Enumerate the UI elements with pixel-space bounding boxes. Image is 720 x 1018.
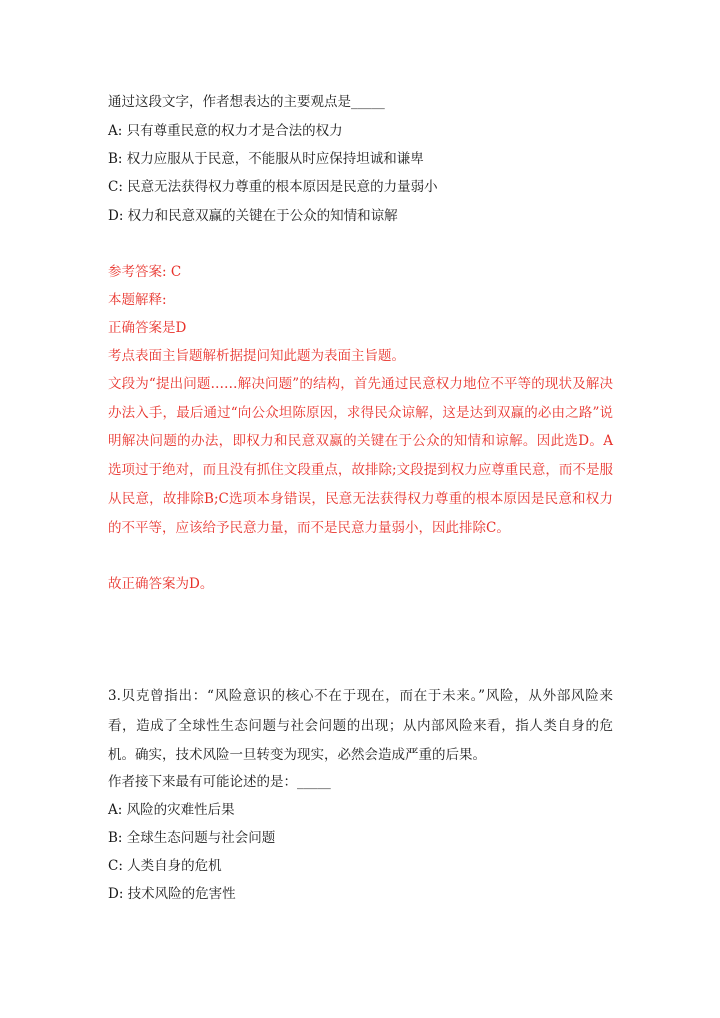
exam-point: 考点表面主旨题解析据提问知此题为表面主旨题。	[108, 348, 405, 364]
option-b: B: 权力应服从于民意，不能服从时应保持坦诚和谦卑	[108, 151, 424, 167]
analysis-paragraph: 文段为“提出问题……解决问题”的结构，首先通过民意权力地位不平等的现状及解决办法入手，最后通过“向公众坦陈原因，求得民众谅解，这是达到双赢的必由之路”说明解决问题的办法，即权力和民意双赢的关键在于公众的知情和谅解。因此选D。A选项过于绝对，而且没有抓住文段重点，故排除;文段提到权力应尊重民意，而不是服从民意，故排除B;C选项本身错误，民意无法获得权力尊重的根本原因是民意和权力的不平等，应该给予民意力量，而不是民意力量弱小，因此排除C。	[108, 376, 613, 536]
conclusion: 故正确答案为D。	[108, 576, 214, 592]
q3-option-d: D: 技术风险的危害性	[108, 886, 236, 902]
reference-answer: 参考答案: C	[108, 264, 182, 280]
question3-prompt: 作者接下来最有可能论述的是：_____	[108, 774, 331, 790]
question-stem: 通过这段文字，作者想表达的主要观点是_____	[108, 94, 385, 110]
option-a: A: 只有尊重民意的权力才是合法的权力	[108, 123, 343, 139]
option-d: D: 权力和民意双赢的关键在于公众的知情和谅解	[108, 208, 398, 224]
option-c: C: 民意无法获得权力尊重的根本原因是民意的力量弱小	[108, 179, 438, 195]
explanation-label: 本题解释:	[108, 292, 167, 308]
q3-option-c: C: 人类自身的危机	[108, 858, 222, 874]
q3-option-a: A: 风险的灾难性后果	[108, 802, 235, 818]
q3-option-b: B: 全球生态问题与社会问题	[108, 830, 276, 846]
correct-answer: 正确答案是D	[108, 320, 187, 336]
question3-stem: 3.贝克曾指出：“风险意识的核心不在于现在，而在于未来。”风险，从外部风险来看，造成了全球性生态问题与社会问题的出现；从内部风险来看，指人类自身的危机。确实，技术风险一旦转变为现实，必然会造成严重的后果。	[108, 688, 613, 763]
